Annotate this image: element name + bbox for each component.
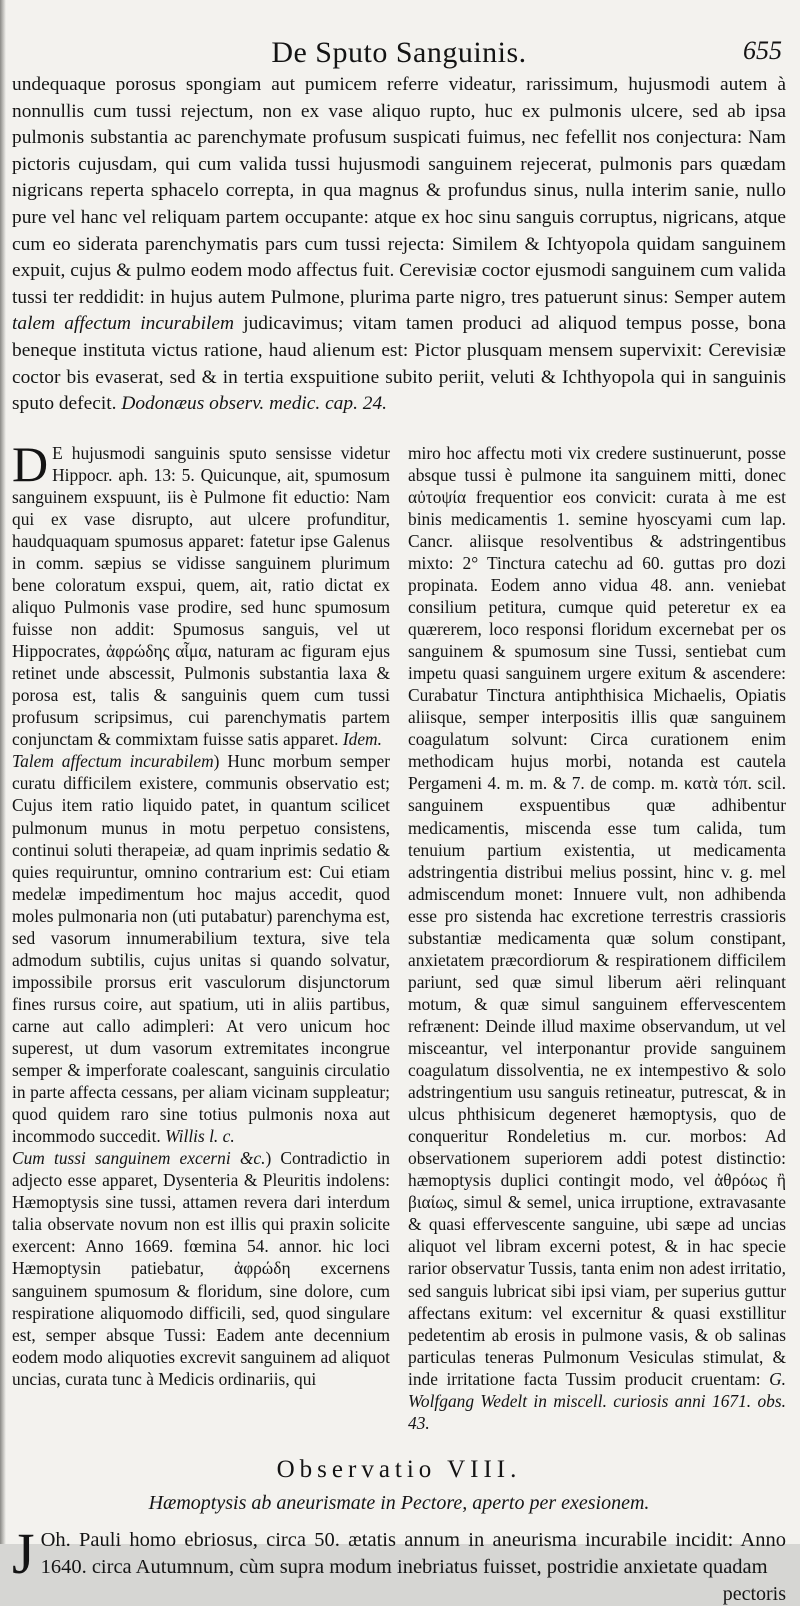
page-number: 655: [743, 36, 782, 65]
left-paragraph-3-lemma: Cum tussi sanguinem excerni &c.: [12, 1148, 266, 1169]
intro-paragraph: [12, 72, 786, 418]
left-paragraph-3: [12, 1147, 390, 1390]
intro-italic-phrase: talem affectum incurabilem: [12, 313, 234, 335]
intro-citation: Dodonæus observ. medic. cap. 24.: [121, 393, 388, 415]
left-paragraph-2: [12, 750, 390, 1147]
right-paragraph-1-citation: G. Wolfgang Wedelt in miscell. curiosis anni 1671. obs. 43.: [408, 1368, 786, 1433]
left-paragraph-1: [12, 435, 390, 751]
drop-cap-j: J: [12, 1520, 35, 1586]
left-column: [12, 435, 390, 1434]
left-paragraph-1-text: E hujusmodi sanguinis sputo sensisse videtur Hippocr. aph. 13: 5. Quicunque, ait, spumosum sanguinem exspuunt, iis è Pulmone fit eductio: Nam qui ex vase disrupto, aut ulcere profunditur, haudquaquam spumosus apparet: fatetur ipse Galenus in comm. sæpius se vidisse sanguinem plurimum bene coloratum exspui, quem, ait, ratio dictat ex aliquo Pulmonis vase prodire, sed hunc spumosum fuisse non addit: Spumosus sanguis, vel ut Hippocrates, ἀφρώδης αἷμα, naturam ac figuram ejus retinet unde abscessit, Pulmonis substantia laxa & porosa est, talis & sanguinis quem cum tussi profusum scripsimus, cui parenchymatis partem conjunctam & commixtam fuisse satis apparet.: [12, 442, 390, 750]
left-paragraph-2-lemma: Talem affectum incurabilem: [12, 751, 214, 772]
observation-text: Oh. Pauli homo ebriosus, circa 50. ætatis annum in aneurisma incurabile incidit: Anno 1640. circa Autumnum, cùm supra modum inebriatus fuisset, postridie anxietate quadam: [40, 1528, 786, 1578]
left-paragraph-2-text: ) Hunc morbum semper curatu difficilem existere, communis observatio est; Cujus item ratio liquido patet, in quantum scilicet pulmonum munus in motu perpetuo consistens, continui soluti therapeiæ, ad quam inprimis sedatio & quies requiruntur, omnino contrarium est: Cui etiam medelæ impedimentum hoc majus accedit, quod moles pulmonaria non (uti putabatur) parenchyma est, sed vasorum innumerabilium textura, sive tela admodum subtilis, cujus unitas si quando solvatur, impossibile prorsus erit vasculorum disjunctorum fines rursus coire, aut spatium, uti in aliis partibus, carne aut callo adimpleri: At vero unicum hoc superest, ut dum vasorum extremitates incongrue semper & imperforate coalescant, sanguinis circulatio in parte affecta cessans, per aliam vicinam suppleatur; quod quidem raro sine totius pulmonis noxa aut incommodo succedit.: [12, 751, 390, 1147]
observation-subheading: Hæmoptysis ab aneurismate in Pectore, aperto per exesionem.: [148, 1491, 650, 1514]
intro-text: undequaque porosus spongiam aut pumicem referre videatur, rarissimum, hujusmodi autem à nonnullis cum tussi rejectum, non ex vase aliquo rupto, huc ex pulmonis ulcere, sed ab ipsa pulmonis substantia ac parenchymate profusum suspicati fuimus, nec fefellit nos conjectura: Nam pictoris cujusdam, qui cum valida tussi hujusmodi sanguinem rejecerat, pulmonis pars quædam nigricans reperta sphacelo correpta, in qua magnus & profundus sinus, nulla interim sanie, nullo pure vel hanc vel reliquam partem occupante: atque ex hoc sinu sanguis corruptus, nigricans, atque cum eo siderata parenchymatis pars cum tussi rejecta: Similem & Ichtyopola quidam sanguinem expuit, cujus & pulmo eodem modo affectus fuit. Cerevisiæ coctor ejusmodi sanguinem cum valida tussi ter reddidit: in hujus autem Pulmone, plurima parte nigro, tres patuerunt sinus: Semper autem: [12, 74, 786, 308]
observation-heading: Observatio VIII.: [276, 1455, 522, 1483]
right-paragraph-1-text: miro hoc affectu moti vix credere sustinuerunt, posse absque tussi è pulmone ita sanguinem mitti, donec αὐτοψία frequentior eos convicit: curata à me est binis medicamentis 1. semine hyoscyami cum lap. Cancr. aliisque resolventibus & adstringentibus mixto: 2° Tinctura catechu ad 60. guttas pro dozi propinata. Eodem anno vidua 48. ann. veniebat consilium petitura, cumque quid peteretur ex ea quærerem, loco responsi floridum excernebat per os sanguinem & spumosum sine Tussi, sentiebat cum impetu quasi sanguinem urgere exitum & ascendere: Curabatur Tinctura antiphthisica Michaelis, Opiatis aliisque, semper interpositis illis quæ sanguinem coagulatum solvunt: Circa curationem enim methodicam hujus morbi, notanda est cautela Pergameni 4. m. m. & 7. de comp. m. κατὰ τόπ. scil. sanguinem exspuentibus quæ adhibentur medicamentis, miscenda esse tum calida, tum tenuium partium existentia, ut medicamenta adstringentia distribui melius possint, hinc v. g. mel admiscendum monet: Innuere vult, non adhibenda esse pro sistenda hac excretione terrestris crassioris substantiæ medicamenta quæ solum constipant, anxietatem præcordiorum & respirationem difficilem pariunt, sed quæ simul liberum aëri relinquant motum, & quæ simul sanguinem effervescentem refrænent: Deinde illud maxime observandum, ut vel misceantur, vel interponantur provide sanguinem coagulatum dissolventia, ne ex intempestivo & solo adstringentium usu sanguis retineatur, putrescat, & in ulcus phthisicum degeneret hæmoptysis, quo de conqueritur Rondeletius m. cur. morbos: Ad observationem superiorem addi potest distinctio: hæmoptysis duplici contingit modo, vel ἀθρόως ἢ βιαίως, simul & semel, unica irruptione, extravasante & quasi effervescente sanguine, ubi sæpe ad uncias aliquot vel libram excerni potest, & in hac specie rarior observatur Tussis, tanta enim non adest irritatio, sed sanguis lubricat sibi ipsi viam, per superius guttur affectans exitum: vel excernitur & quasi exstillitur pedetentim ab erosis in pulmone vasis, & ob salinas particulas teneras Pulmonum Vesiculas stimulat, & inde irritatione facta Tussim producit cruentam:: [408, 442, 786, 1389]
right-column: [408, 442, 786, 1434]
right-paragraph-1: [408, 442, 786, 1434]
left-paragraph-2-citation: Willis l. c.: [165, 1126, 235, 1147]
running-head: [12, 30, 786, 72]
left-paragraph-3-text: ) Contradictio in adjecto esse apparet, Dysenteria & Pleuritis indolens: Hæmoptysis sine tussi, attamen revera dari interdum talia observate novum non est illis qui praxin solicite exercent: Anno 1669. fœmina 54. annor. hic loci Hæmoptysin patiebatur, ἀφρώδη excernens sanguinem spumosum & floridum, sine dolore, cum respiratione aliquomodo difficili, sed, quod singulare est, semper absque Tussi: Eadem ante decennium eodem modo aliquoties excrevit sanguinem ad aliquot uncias, curata tunc à Medicis ordinariis, qui: [12, 1148, 390, 1389]
left-paragraph-1-citation: Idem.: [342, 729, 382, 750]
catchword: pectoris: [722, 1582, 786, 1605]
two-column-commentary: [12, 435, 786, 1434]
intro-text-continued: judicavimus; vitam tamen produci ad aliquod tempus posse, bona beneque instituta victus ratione, haud alienum est: Pictor plusquam mensem supervixit: Cerevisiæ coctor bis evaserat, sed & in tertia exspuitione subito periit, veluti & Ichthyopola qui in sanguinis sputo defecit.: [12, 313, 786, 415]
drop-cap-d: D: [12, 435, 49, 492]
observation-paragraph: [12, 1520, 786, 1586]
running-title: De Sputo Sanguinis.: [271, 36, 527, 69]
